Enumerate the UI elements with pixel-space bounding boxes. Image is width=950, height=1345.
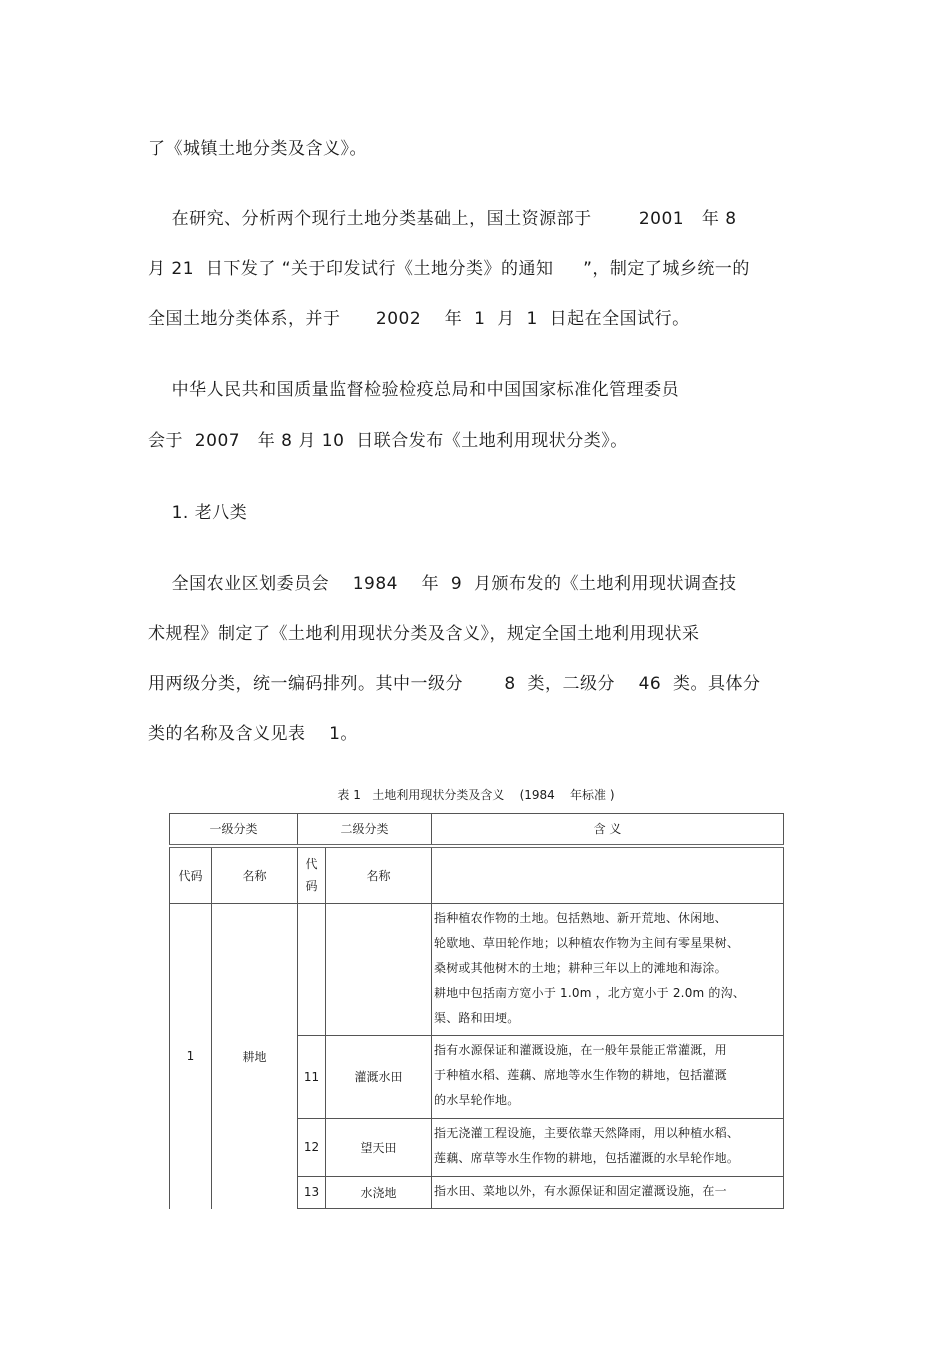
header-name: 名称 bbox=[212, 846, 298, 904]
level2-code-cell bbox=[298, 904, 326, 1035]
table-subheader-row bbox=[170, 846, 784, 904]
level2-code-cell: 13 bbox=[298, 1176, 326, 1208]
header-meaning-empty bbox=[432, 846, 784, 904]
header-level1: 一级分类 bbox=[170, 814, 298, 846]
table-row bbox=[170, 904, 784, 1035]
level1-code-cell: 1 bbox=[170, 904, 212, 1209]
paragraph-line: 全国农业区划委员会 1984 年 9 月颁布发的《土地利用现状调查技 bbox=[148, 574, 737, 594]
level2-name-cell: 灌溉水田 bbox=[326, 1035, 432, 1118]
level2-code-cell: 11 bbox=[298, 1035, 326, 1118]
paragraph-line: 了《城镇土地分类及含义》。 bbox=[148, 139, 367, 159]
level2-name-cell: 望天田 bbox=[326, 1118, 432, 1176]
paragraph-line: 中华人民共和国质量监督检验检疫总局和中国国家标准化管理委员 bbox=[148, 380, 680, 400]
meaning-cell: 指种植农作物的土地。包括熟地、新开荒地、休闲地、 轮歇地、草田轮作地；以种植农作物为主间有零星果树、 桑树或其他树木的土地；耕种三年以上的滩地和海涂。 耕地中包括南方宽小于 1.0m ，北方宽小于 2.0m 的沟、 渠、路和田埂。 bbox=[432, 904, 784, 1035]
section-heading: 1. 老八类 bbox=[148, 503, 248, 523]
paragraph-line: 会于 2007 年 8 月 10 日联合发布《土地利用现状分类》。 bbox=[148, 431, 628, 451]
paragraph-line: 类的名称及含义见表 1。 bbox=[148, 724, 358, 744]
table-caption: 表 1 土地利用现状分类及含义 (1984 年标准 ) bbox=[337, 788, 615, 802]
header-name2: 名称 bbox=[326, 846, 432, 904]
table-header-row bbox=[170, 814, 784, 846]
header-meaning: 含 义 bbox=[432, 814, 784, 846]
paragraph-line: 术规程》制定了《土地利用现状分类及含义》，规定全国土地利用现状采 bbox=[148, 624, 700, 644]
header-level2: 二级分类 bbox=[298, 814, 432, 846]
level2-code-cell: 12 bbox=[298, 1118, 326, 1176]
meaning-cell: 指水田、菜地以外，有水源保证和固定灌溉设施，在一 bbox=[432, 1176, 784, 1208]
header-code2-char2: 码 bbox=[305, 879, 318, 894]
paragraph-line: 月 21 日下发了 “关于印发试行《土地分类》的通知 ”，制定了城乡统一的 bbox=[148, 259, 750, 279]
header-code2 bbox=[298, 846, 326, 904]
level1-name-cell: 耕地 bbox=[212, 904, 298, 1209]
meaning-cell: 指无浇灌工程设施，主要依靠天然降雨，用以种植水稻、 莲藕、席草等水生作物的耕地，包括灌溉的水旱轮作地。 bbox=[432, 1118, 784, 1176]
level2-name-cell bbox=[326, 904, 432, 1035]
land-use-table bbox=[169, 813, 784, 1209]
paragraph-line: 用两级分类，统一编码排列。其中一级分 8 类，二级分 46 类。具体分 bbox=[148, 674, 761, 694]
meaning-cell: 指有水源保证和灌溉设施，在一般年景能正常灌溉，用 于种植水稻、莲藕、席地等水生作物的耕地，包括灌溉 的水旱轮作地。 bbox=[432, 1035, 784, 1118]
paragraph-line: 在研究、分析两个现行土地分类基础上，国土资源部于 2001 年 8 bbox=[148, 209, 737, 229]
header-code: 代码 bbox=[170, 846, 212, 904]
paragraph-line: 全国土地分类体系，并于 2002 年 1 月 1 日起在全国试行。 bbox=[148, 309, 690, 329]
header-code2-char1: 代 bbox=[305, 857, 318, 872]
level2-name-cell: 水浇地 bbox=[326, 1176, 432, 1208]
